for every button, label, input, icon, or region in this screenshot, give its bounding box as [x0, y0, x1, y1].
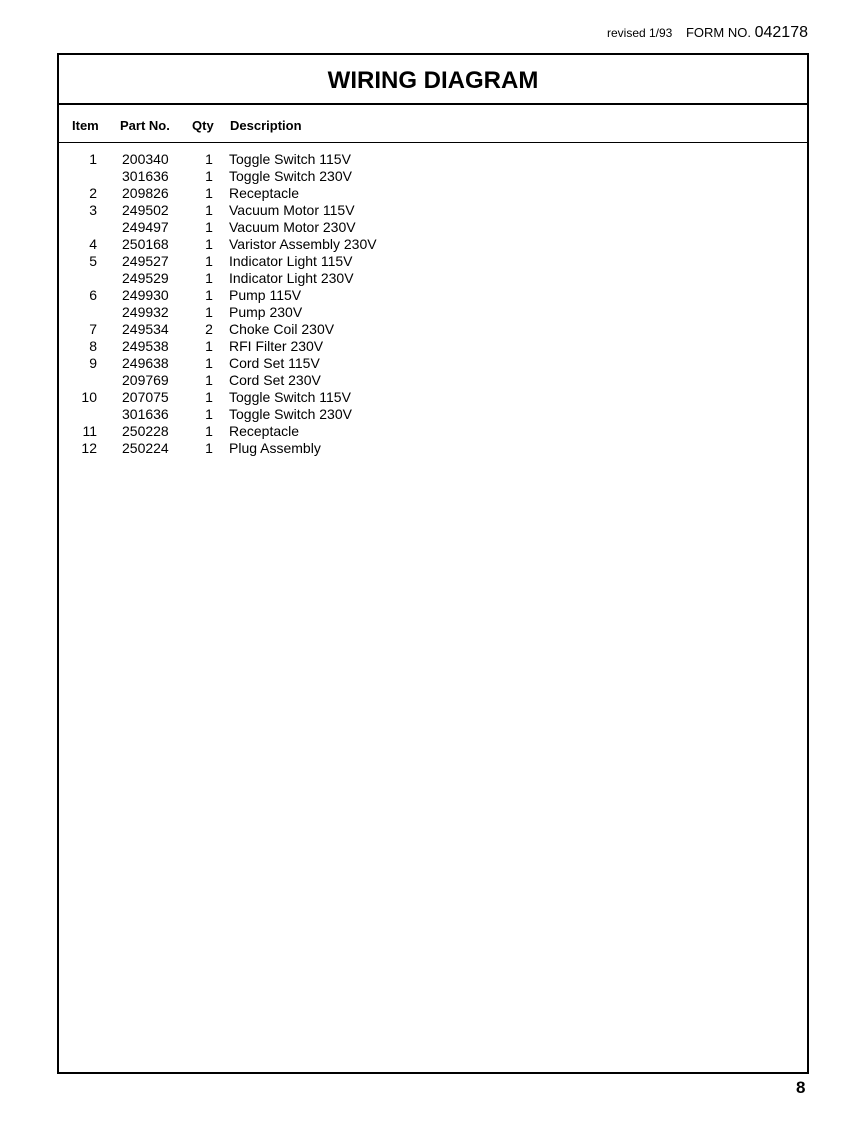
part-number: 249497	[122, 219, 169, 235]
quantity: 1	[205, 406, 213, 422]
form-label: FORM NO.	[685, 25, 751, 40]
description: Vacuum Motor 230V	[229, 219, 356, 235]
quantity: 1	[205, 236, 213, 252]
quantity: 1	[205, 168, 213, 184]
part-number: 249529	[122, 270, 169, 286]
part-number: 250224	[122, 440, 169, 456]
table-row	[59, 321, 807, 338]
quantity: 1	[205, 219, 213, 235]
part-number: 200340	[122, 151, 169, 167]
form-header	[607, 24, 808, 42]
revision-date: revised 1/93	[606, 26, 673, 40]
item-number: 1	[89, 151, 97, 167]
part-number: 250228	[122, 423, 169, 439]
item-number: 10	[81, 389, 97, 405]
quantity: 1	[205, 202, 213, 218]
header-part-no: Part No.	[120, 118, 170, 133]
part-number: 249932	[122, 304, 169, 320]
part-number: 249638	[122, 355, 169, 371]
quantity: 1	[205, 372, 213, 388]
header-description: Description	[230, 118, 302, 133]
description: Vacuum Motor 115V	[229, 202, 355, 218]
quantity: 1	[205, 253, 213, 269]
description: Pump 230V	[229, 304, 303, 320]
parts-table-box	[57, 53, 809, 1074]
header-qty: Qty	[192, 118, 214, 133]
description: Plug Assembly	[229, 440, 321, 456]
description: Toggle Switch 230V	[229, 406, 352, 422]
description: Indicator Light 230V	[229, 270, 354, 286]
table-row	[59, 355, 807, 372]
description: Toggle Switch 115V	[229, 389, 351, 405]
table-row	[59, 389, 807, 406]
item-number: 4	[89, 236, 97, 252]
quantity: 1	[205, 185, 213, 201]
description: RFI Filter 230V	[229, 338, 324, 354]
item-number: 6	[89, 287, 97, 303]
part-number: 207075	[122, 389, 169, 405]
item-number: 3	[89, 202, 97, 218]
table-row	[59, 406, 807, 423]
table-row	[59, 423, 807, 440]
form-number: 042178	[754, 24, 808, 41]
table-row	[59, 219, 807, 236]
quantity: 1	[205, 151, 213, 167]
part-number: 249930	[122, 287, 169, 303]
header-item: Item	[72, 118, 99, 133]
part-number: 249527	[122, 253, 169, 269]
item-number: 2	[89, 185, 97, 201]
part-number: 249534	[122, 321, 169, 337]
description: Receptacle	[229, 423, 300, 439]
quantity: 1	[205, 338, 213, 354]
table-row	[59, 287, 807, 304]
table-row	[59, 202, 807, 219]
description: Toggle Switch 230V	[229, 168, 352, 184]
part-number: 209769	[122, 372, 169, 388]
table-row	[59, 270, 807, 287]
column-headers	[59, 105, 807, 143]
table-row	[59, 338, 807, 355]
table-row	[59, 236, 807, 253]
item-number: 7	[89, 321, 97, 337]
quantity: 1	[205, 389, 213, 405]
item-number: 5	[89, 253, 97, 269]
description: Cord Set 115V	[229, 355, 320, 371]
page-number: 8	[796, 1078, 806, 1097]
description: Cord Set 230V	[229, 372, 321, 388]
quantity: 1	[205, 423, 213, 439]
quantity: 1	[205, 355, 213, 371]
description: Choke Coil 230V	[229, 321, 335, 337]
part-number: 301636	[122, 406, 169, 422]
description: Varistor Assembly 230V	[229, 236, 377, 252]
description: Pump 115V	[229, 287, 302, 303]
page-title: WIRING DIAGRAM	[59, 55, 807, 105]
table-row	[59, 185, 807, 202]
table-row	[59, 151, 807, 168]
quantity: 2	[205, 321, 213, 337]
part-number: 249538	[122, 338, 169, 354]
part-number: 250168	[122, 236, 169, 252]
table-row	[59, 372, 807, 389]
quantity: 1	[205, 440, 213, 456]
description: Receptacle	[229, 185, 300, 201]
table-row	[59, 253, 807, 270]
part-number: 209826	[122, 185, 169, 201]
description: Indicator Light 115V	[229, 253, 353, 269]
table-row	[59, 440, 807, 457]
item-number: 12	[81, 440, 97, 456]
table-row	[59, 304, 807, 321]
item-number: 8	[89, 338, 97, 354]
description: Toggle Switch 115V	[229, 151, 351, 167]
part-number: 301636	[122, 168, 169, 184]
item-number: 11	[82, 423, 97, 439]
item-number: 9	[89, 355, 97, 371]
quantity: 1	[205, 304, 213, 320]
table-row	[59, 168, 807, 185]
quantity: 1	[205, 287, 213, 303]
quantity: 1	[205, 270, 213, 286]
part-number: 249502	[122, 202, 169, 218]
